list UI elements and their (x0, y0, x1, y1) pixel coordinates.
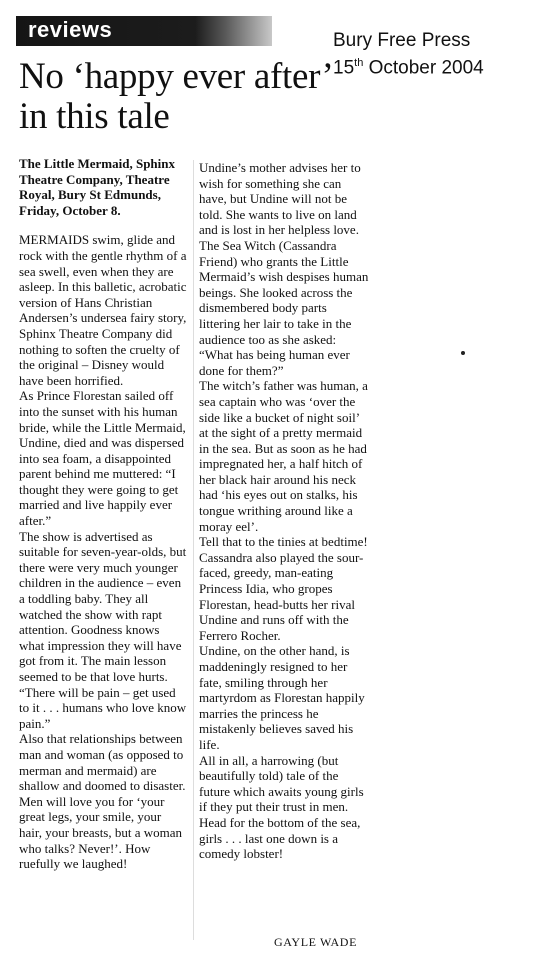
section-label: reviews (28, 17, 113, 42)
publication-name: Bury Free Press (333, 30, 471, 51)
article-column-2 (199, 160, 369, 862)
headline: No ‘happy ever after’ in this tale (19, 56, 331, 137)
scan-speck (461, 351, 465, 355)
column-divider (193, 160, 194, 940)
paragraph: Head for the bottom of the sea, girls . . . last one down is a comedy lobster! (199, 814, 361, 862)
paragraph: Tell that to the tinies at bedtime! (199, 534, 368, 550)
paragraph: The witch’s father was human, a sea captain who was ‘over the side like a bucket of night soil’ at the sight of a pretty mermaid in the sea. But as soon as he had impregnated her, a half hitch of her black hair around his neck had ‘his eyes out on stalks, his tongue writhing around like a moray eel’. (199, 378, 368, 534)
paragraph: All in all, a harrowing (but beautifully told) tale of the future which awaits young girls if they put their trust in men. (199, 752, 364, 815)
section-banner (16, 16, 272, 46)
paragraph: The show is advertised as suitable for seven-year-olds, but there were very much younger children in the audience – even a toddling baby. They all watched the show with rapt attention. Goodness knows what impression they will have got from it. The main lesson seemed to be that love hurts. “There will be pain – get used to it . . . humans who love know pain.” (19, 528, 187, 731)
byline: GAYLE WADE (274, 935, 357, 949)
date-day: 15 (333, 57, 355, 79)
paragraph: The Sea Witch (Cassandra Friend) who grants the Little Mermaid’s wish despises human beings. She looked across the dismembered body parts littering her lair to take in the audience too as she asked: “What has being human ever done for them?” (199, 237, 369, 378)
date-suffix: th (354, 57, 364, 69)
source-citation (333, 30, 484, 79)
article-column-1 (19, 156, 187, 872)
date-rest: October 2004 (368, 57, 484, 79)
paragraph: As Prince Florestan sailed off into the sunset with his human bride, while the Little Mermaid, Undine, died and was dispersed into sea foam, a disappointed parent behind me muttered: “I thought they were going to get married and live happily ever after.” (19, 388, 186, 529)
paragraph: Undine, on the other hand, is maddeningly resigned to her fate, smiling through her martyrdom as Florestan happily marries the princess he mistakenly believes saved his life. (199, 643, 365, 752)
paragraph: Undine’s mother advises her to wish for something she can have, but Undine will not be told. She wants to live on land and is lost in her helpless love. (199, 160, 361, 238)
publication-date (333, 52, 484, 79)
paragraph: MERMAIDS swim, glide and rock with the gentle rhythm of a sea swell, even when they are asleep. In this balletic, acrobatic version of Hans Christian Andersen’s undersea fairy story, Sphinx Theatre Company did nothing to soften the cruelty of the original – Disney would have been horrified. (19, 232, 187, 388)
paragraph: Also that relationships between man and woman (as opposed to merman and mermaid) are shallow and doomed to disaster. Men will love you for ‘your great legs, your smile, your hair, your breasts, but a woman who talks? Never!’. How ruefully we laughed! (19, 731, 186, 872)
paragraph: Cassandra also played the sour-faced, greedy, man-eating Princess Idia, who gropes Florestan, head-butts her rival Undine and runs off with the Ferrero Rocher. (199, 549, 364, 643)
production-credits: The Little Mermaid, Sphinx Theatre Company, Theatre Royal, Bury St Edmunds, Friday, October 8. (19, 156, 176, 218)
